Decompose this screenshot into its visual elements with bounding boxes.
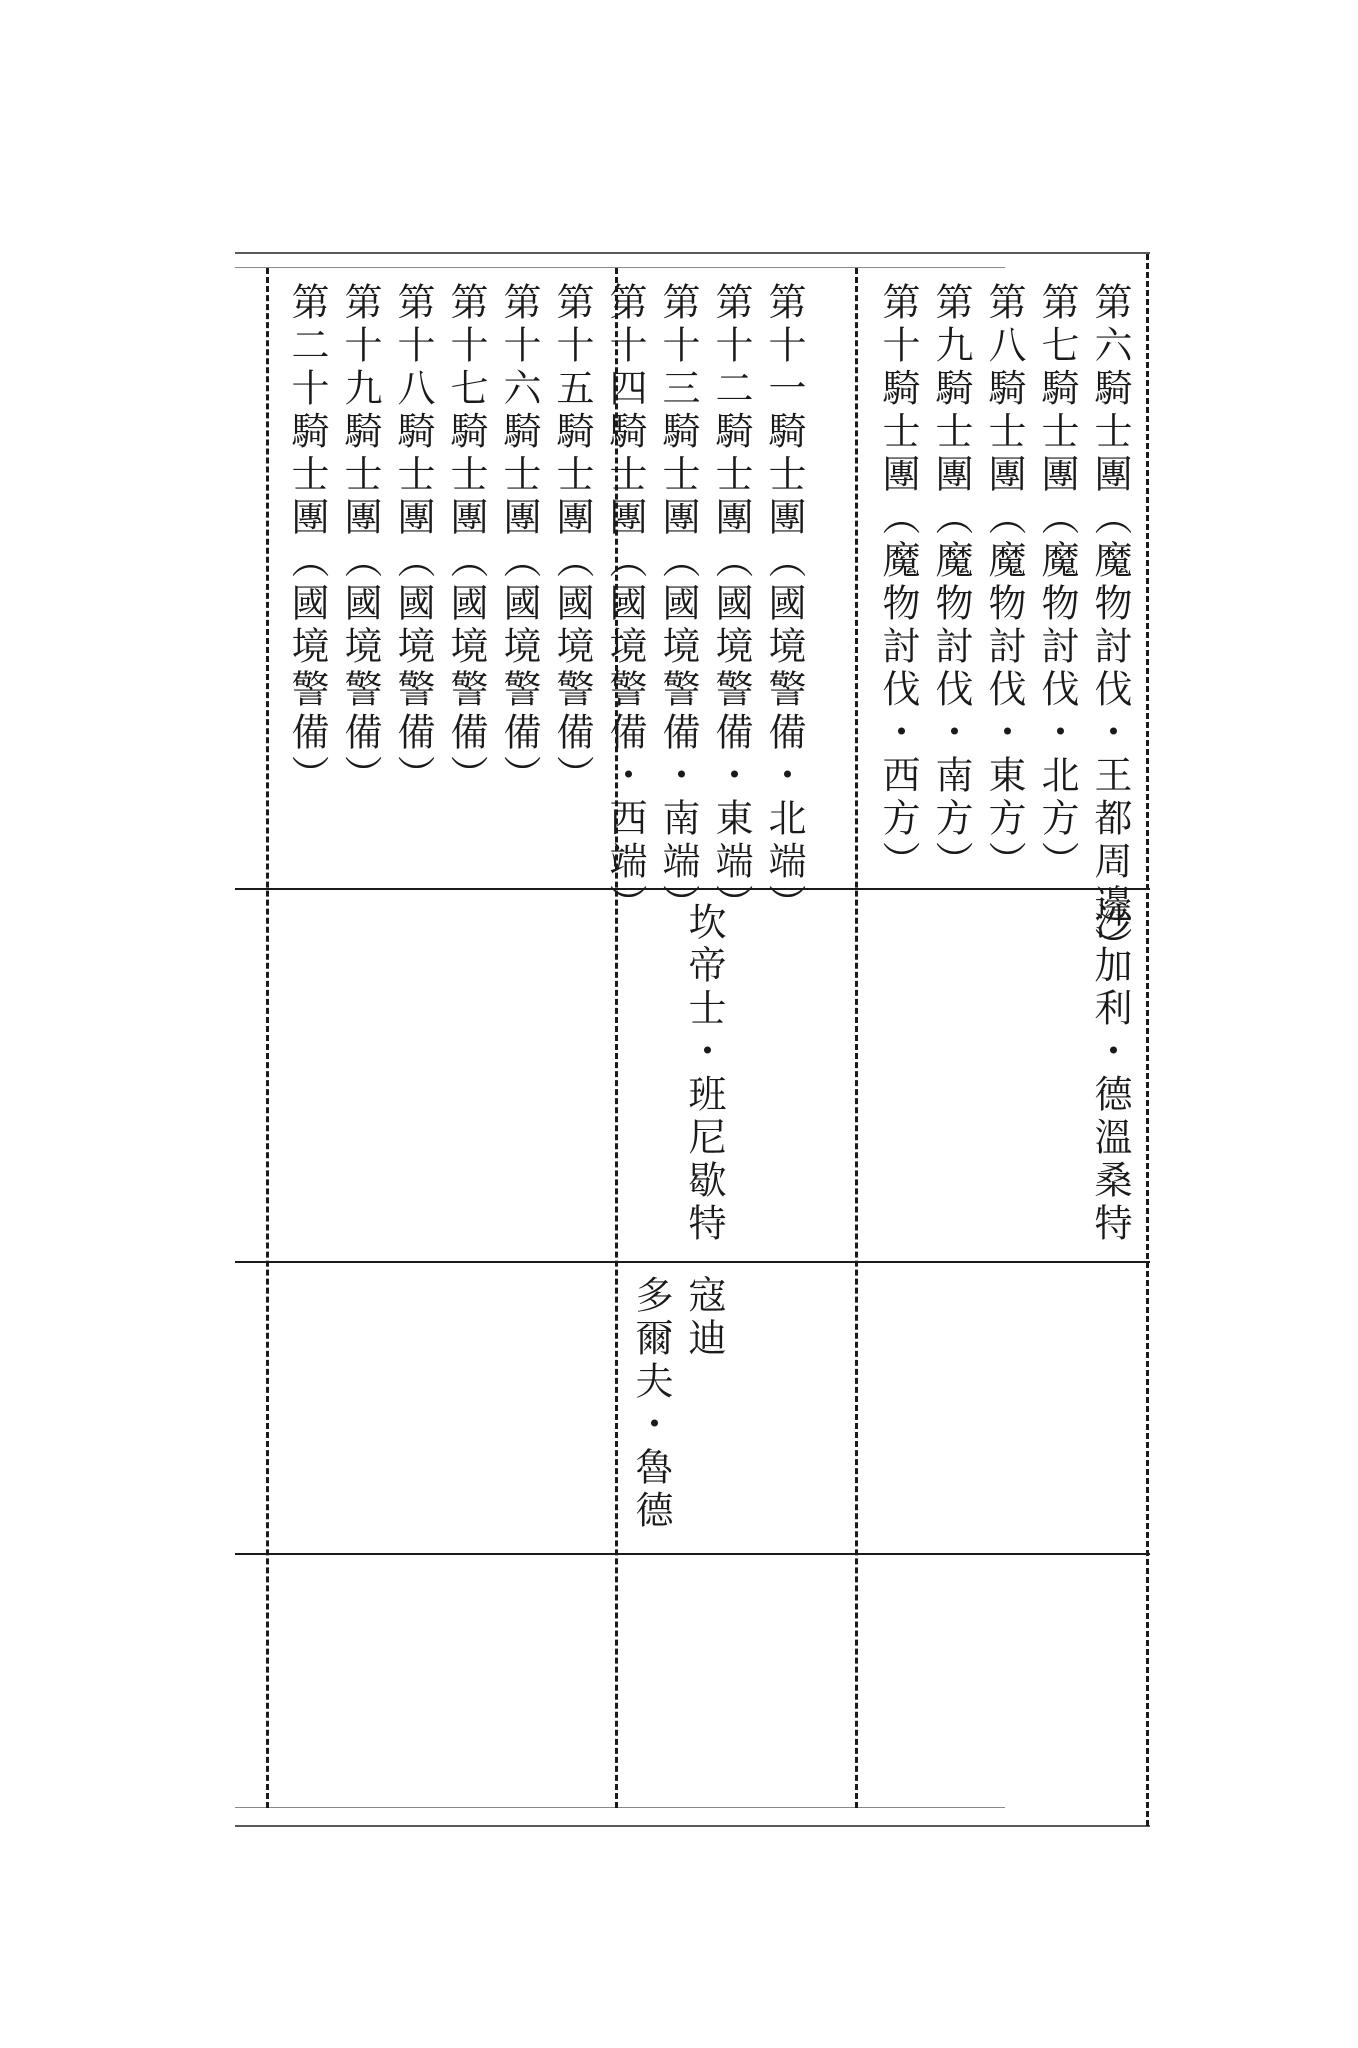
order-entry: 第十二騎士團（國境警備・東端）: [709, 282, 753, 927]
order-entry: 第十九騎士團（國境警備）: [338, 282, 382, 798]
order-entry: 第十六騎士團（國境警備）: [497, 282, 541, 798]
column-divider-left: [266, 268, 269, 1808]
order-entry: 第八騎士團（魔物討伐・東方）: [982, 282, 1026, 884]
order-entry: 第十八騎士團（國境警備）: [391, 282, 435, 798]
commander-name: 多爾夫・魯德: [629, 1275, 673, 1533]
top-inner-rule: [235, 267, 1005, 268]
order-entry: 第十三騎士團（國境警備・南端）: [656, 282, 700, 927]
bottom-border-rule: [235, 1825, 1150, 1827]
order-entry: 第六騎士團（魔物討伐・王都周邊）: [1088, 282, 1132, 970]
group-1-row2: [1083, 902, 1136, 1246]
order-entry: 第十騎士團（魔物討伐・西方）: [876, 282, 920, 884]
order-entry: 第十七騎士團（國境警備）: [444, 282, 488, 798]
group-3-orders: [280, 282, 598, 798]
column-divider-mid-right: [855, 268, 858, 1808]
commander-name: 寇迪: [682, 1275, 726, 1361]
order-entry: 第十五騎士團（國境警備）: [550, 282, 594, 798]
row-separator-3: [235, 1553, 1150, 1555]
order-entry: 第十一騎士團（國境警備・北端）: [762, 282, 806, 927]
order-entry: 第二十騎士團（國境警備）: [285, 282, 329, 798]
column-divider-right: [1146, 254, 1149, 1826]
top-border-rule: [235, 252, 1150, 254]
bottom-inner-rule: [235, 1807, 1005, 1808]
group-2-row3: [677, 1275, 730, 1361]
order-entry: 第九騎士團（魔物討伐・南方）: [929, 282, 973, 884]
commander-name: 沙加利・德溫桑特: [1088, 902, 1132, 1246]
order-entry: 第七騎士團（魔物討伐・北方）: [1035, 282, 1079, 884]
order-entry: 第十四騎士團（國境警備・西端）: [603, 282, 647, 927]
commander-name: 坎帝士・班尼歇特: [682, 902, 726, 1246]
group-2-row2: [677, 902, 730, 1246]
group-1-orders: [871, 282, 1136, 970]
group-2-row3b: [624, 1275, 677, 1533]
row-separator-2: [235, 1261, 1150, 1263]
group-2-orders: [598, 282, 810, 927]
